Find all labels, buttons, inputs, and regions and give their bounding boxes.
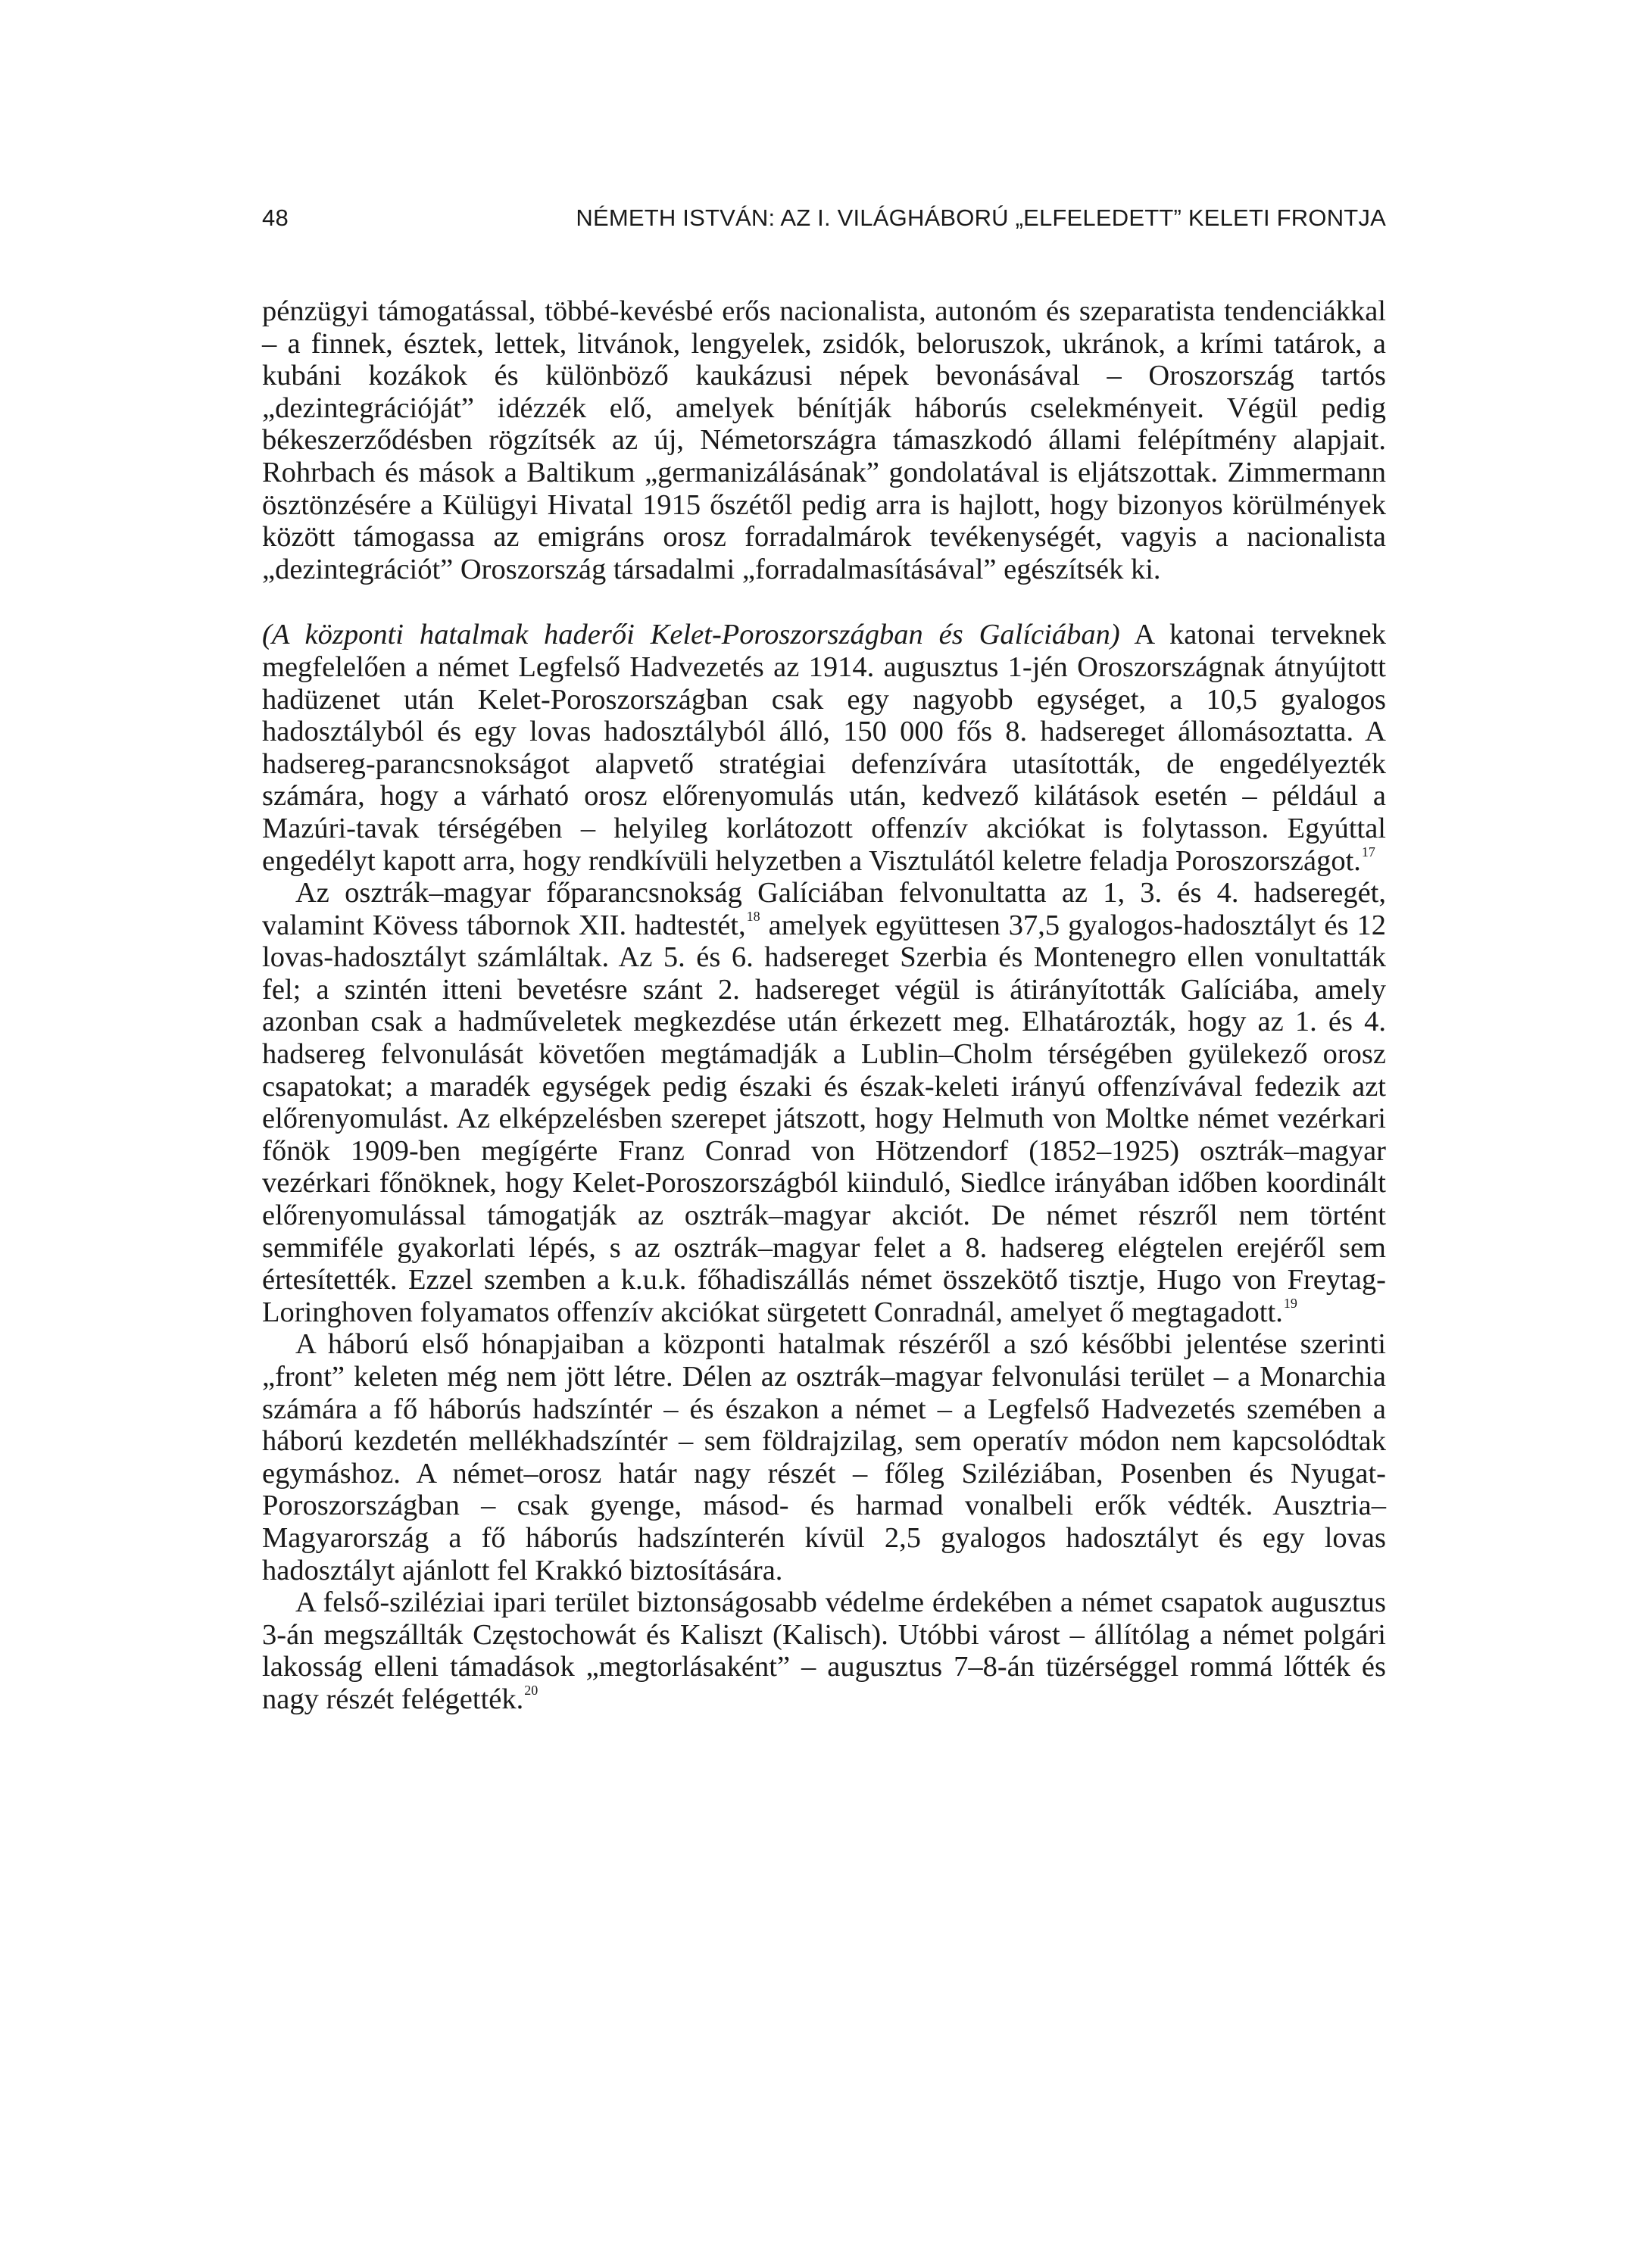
paragraph-3-text-b: amelyek együttesen 37,5 gyalogos-hadosztályt és 12 lovas-hadosztályt számláltak. Az 5. és 6. hadsereget Szerbia és Montenegro ellen vonultatták fel; a szintén itteni bevetésre szánt 2. hadsereget végül is átirányították Galíciába, amely azonban csak a hadműveletek megkezdése után érkezett meg. Elhatározták, hogy az 1. és 4. hadsereg felvonulását követően megtámadják a Lublin–Cholm térségében gyülekező orosz csapatokat; a maradék egységek pedig északi és észak-keleti irányú offenzívával fedezik azt előrenyomulást. Az elképzelésben szerepet játszott, hogy Helmuth von Moltke német vezérkari főnök 1909-ben megígérte Franz Conrad von Hötzendorf (1852–1925) osztrák–magyar vezérkari főnöknek, hogy Kelet-Poroszországból kiinduló, Siedlce irányában időben koordinált előrenyomulással támogatják az osztrák–magyar akciót. De német részről nem történt semmiféle gyakorlati lépés, s az osztrák–magyar felet a 8. hadsereg elégtelen erejéről sem értesítették. Ezzel szemben a k.u.k. főhadiszállás német összekötő tisztje, Hugo von Freytag-Loringhoven folyamatos offenzív akciókat sürgetett Conradnál, amelyet ő megtagadott. <box>262 909 1386 1328</box>
paragraph-4 <box>262 1328 1386 1586</box>
running-header <box>262 203 1386 233</box>
running-title: NÉMETH ISTVÁN: AZ I. VILÁGHÁBORÚ „ELFELEDETT” KELETI FRONTJA <box>576 204 1386 231</box>
paragraph-5-text: A felső-sziléziai ipari terület biztonságosabb védelme érdekében a német csapatok augusztus 3-án megszállták Częstochowát és Kaliszt (Kalisch). Utóbbi várost – állítólag a német polgári lakosság elleni támadások „megtorlásaként” – augusztus 7–8-án tüzérséggel rommá lőtték és nagy részét felégették. <box>262 1586 1386 1715</box>
paragraph-3 <box>262 877 1386 1328</box>
paragraph-3-text-a: Az osztrák–magyar főparancsnokság Galíciában felvonultatta az 1, 3. és 4. hadseregét, valamint Kövess tábornok XII. hadtestét, <box>262 877 1386 941</box>
page-number: 48 <box>262 204 289 231</box>
section-heading: (A központi hatalmak haderői Kelet-Poroszországban és Galíciában) <box>262 619 1120 651</box>
paragraph-1 <box>262 295 1386 585</box>
footnote-ref-17: 17 <box>1361 844 1375 859</box>
footnote-ref-19: 19 <box>1283 1295 1297 1311</box>
paragraph-5 <box>262 1586 1386 1715</box>
body-text <box>262 295 1386 1716</box>
paragraph-1-text: pénzügyi támogatással, többé-kevésbé erős nacionalista, autonóm és szeparatista tendenciákkal – a finnek, észtek, lettek, litvánok, lengyelek, zsidók, beloruszok, ukránok, a krími tatárok, a kubáni kozákok és különböző kaukázusi népek bevonásával – Oroszország tartós „dezintegrációját” idézzék elő, amelyek bénítják háborús cselekményeit. Végül pedig békeszerződésben rögzítsék az új, Németországra támaszkodó állami felépítmény alapjait. Rohrbach és mások a Baltikum „germanizálásának” gondolatával is eljátszottak. Zimmermann ösztönzésére a Külügyi Hivatal 1915 őszétől pedig arra is hajlott, hogy bizonyos körülmények között támogassa az emigráns orosz forradalmárok tevékenységét, vagyis a nacionalista „dezintegrációt” Oroszország társadalmi „forradalmasításával” egészítsék ki. <box>262 295 1386 585</box>
paragraph-4-text: A háború első hónapjaiban a központi hatalmak részéről a szó későbbi jelentése szerinti „front” keleten még nem jött létre. Délen az osztrák–magyar felvonulási terület – a Monarchia számára a fő háborús hadszíntér – és északon a német – a Legfelső Hadvezetés szemében a háború kezdetén mellékhadszíntér – sem földrajzilag, sem operatív módon nem kapcsolódtak egymáshoz. A német–orosz határ nagy részét – főleg Sziléziában, Posenben és Nyugat-Poroszországban – csak gyenge, másod- és harmad vonalbeli erők védték. Ausztria–Magyarország a fő háborús hadszínterén kívül 2,5 gyalogos hadosztályt és egy lovas hadosztályt ajánlott fel Krakkó biztosítására. <box>262 1328 1386 1586</box>
footnote-ref-18: 18 <box>746 908 760 924</box>
paragraph-2 <box>262 619 1386 877</box>
paragraph-2-text: A katonai terveknek megfelelően a német Legfelső Hadvezetés az 1914. augusztus 1-jén Oroszországnak átnyújtott hadüzenet után Kelet-Poroszországban csak egy nagyobb egységet, a 10,5 gyalogos hadosztályból és egy lovas hadosztályból álló, 150 000 fős 8. hadsereget állomásoztatta. A hadsereg-parancsnokságot alapvető stratégiai defenzívára utasították, de engedélyezték számára, hogy a várható orosz előrenyomulás után, kedvező kilátások esetén – például a Mazúri-tavak térségében – helyileg korlátozott offenzív akciókat is folytasson. Egyúttal engedélyt kapott arra, hogy rendkívüli helyzetben a Visztulától keletre feladja Poroszországot. <box>262 619 1386 877</box>
footnote-ref-20: 20 <box>524 1682 538 1698</box>
